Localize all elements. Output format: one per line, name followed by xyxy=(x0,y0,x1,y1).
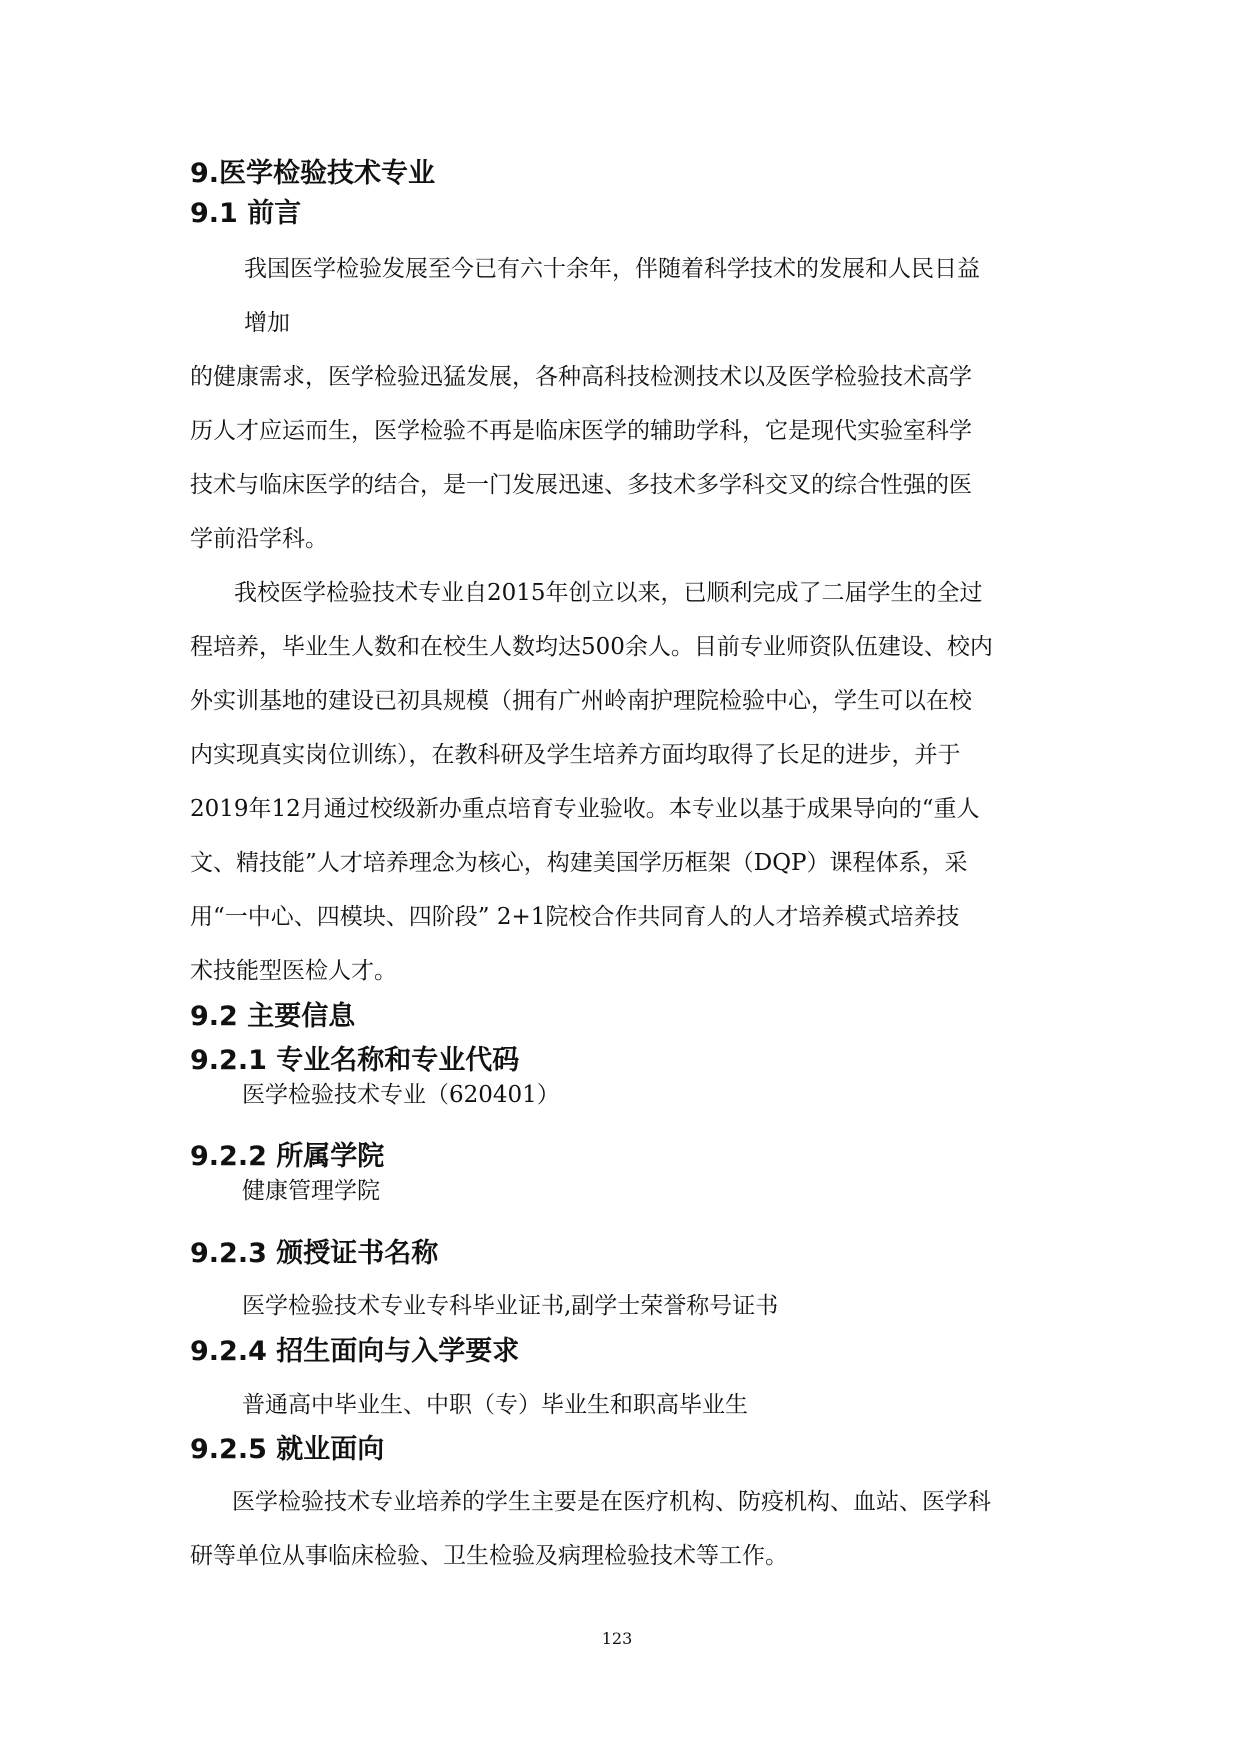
text-line: 内实现真实岗位训练），在教科研及学生培养方面均取得了长足的进步，并于 xyxy=(190,742,961,768)
text-line: 我校医学检验技术专业自2015年创立以来，已顺利完成了二届学生的全过 xyxy=(234,580,983,606)
text-line: 文、精技能”人才培养理念为核心，构建美国学历框架（DQP）课程体系，采 xyxy=(190,850,968,876)
subsection-heading-certificate: 9.2.3 颁授证书名称 xyxy=(190,1238,439,1269)
text-line: 的健康需求，医学检验迅猛发展，各种高科技检测技术以及医学检验技术高学 xyxy=(190,364,972,390)
section-title: 9.医学检验技术专业 xyxy=(190,158,436,189)
text-line: 术技能型医检人才。 xyxy=(190,958,397,984)
subsection-heading-admission: 9.2.4 招生面向与入学要求 xyxy=(190,1336,520,1367)
college-value: 健康管理学院 xyxy=(242,1178,380,1204)
text-line: 研等单位从事临床检验、卫生检验及病理检验技术等工作。 xyxy=(190,1543,788,1569)
preface-paragraph-2 xyxy=(190,566,993,998)
text-line: 历人才应运而生，医学检验不再是临床医学的辅助学科，它是现代实验室科学 xyxy=(190,418,972,444)
preface-paragraph-1-body xyxy=(190,350,972,566)
text-line: 我国医学检验发展至今已有六十余年，伴随着科学技术的发展和人民日益 xyxy=(244,256,980,282)
subsection-heading-college: 9.2.2 所属学院 xyxy=(190,1141,385,1172)
text-line: 2019年12月通过校级新办重点培育专业验收。本专业以基于成果导向的“重人 xyxy=(190,796,980,822)
employment-value xyxy=(190,1475,991,1583)
preface-paragraph-1-opening xyxy=(244,242,980,350)
text-line: 医学检验技术专业培养的学生主要是在医疗机构、防疫机构、血站、医学科 xyxy=(232,1489,991,1515)
subsection-heading-employment: 9.2.5 就业面向 xyxy=(190,1434,385,1465)
text-line: 外实训基地的建设已初具规模（拥有广州岭南护理院检验中心，学生可以在校 xyxy=(190,688,972,714)
text-line: 增加 xyxy=(244,310,290,336)
text-line: 用“一中心、四模块、四阶段” 2+1院校合作共同育人的人才培养模式培养技 xyxy=(190,904,960,930)
preface-heading: 9.1 前言 xyxy=(190,198,302,229)
text-line: 技术与临床医学的结合，是一门发展迅速、多技术多学科交叉的综合性强的医 xyxy=(190,472,972,498)
page-number: 123 xyxy=(601,1629,633,1648)
certificate-value: 医学检验技术专业专科毕业证书,副学士荣誉称号证书 xyxy=(242,1293,779,1319)
text-line: 学前沿学科。 xyxy=(190,526,328,552)
admission-value: 普通高中毕业生、中职（专）毕业生和职高毕业生 xyxy=(242,1392,748,1418)
main-info-heading: 9.2 主要信息 xyxy=(190,1001,356,1032)
major-name-value: 医学检验技术专业（620401） xyxy=(242,1082,560,1108)
text-line: 程培养，毕业生人数和在校生人数均达500余人。目前专业师资队伍建设、校内 xyxy=(190,634,993,660)
subsection-heading-major-name: 9.2.1 专业名称和专业代码 xyxy=(190,1045,520,1076)
